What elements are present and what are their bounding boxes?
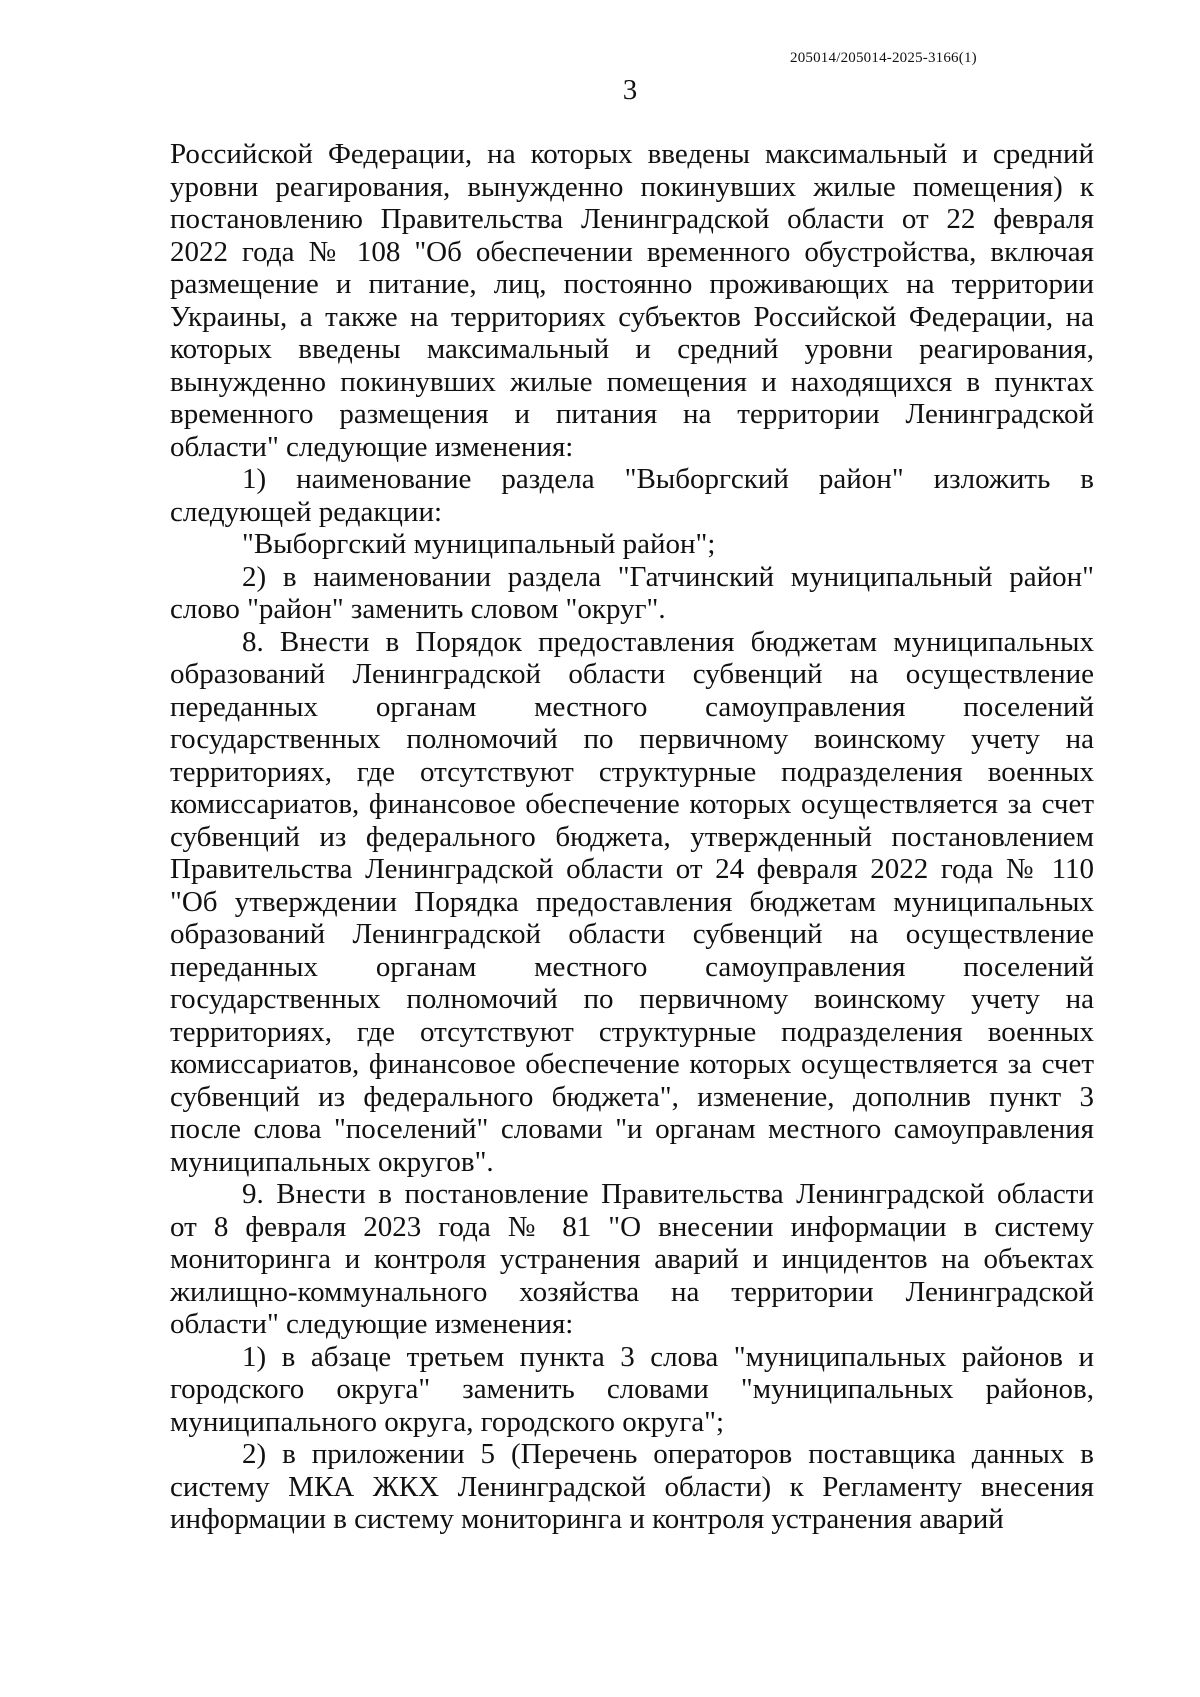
- paragraph-item-2-gatchina: 2) в наименовании раздела "Гатчинский муниципальный район" слово "район" заменить словом "округ".: [170, 560, 1094, 625]
- paragraph-section-9: 9. Внести в постановление Правительства Ленинградской области от 8 февраля 2023 года № 81 "О внесении информации в систему мониторинга и контроля устранения аварий и инцидентов на объектах жилищно-коммунального хозяйства на территории Ленинградской области" следующие изменения:: [170, 1178, 1094, 1340]
- document-registration-number: 205014/205014-2025-3166(1): [790, 50, 977, 66]
- document-body: [170, 138, 1094, 1536]
- paragraph-section-8: 8. Внести в Порядок предоставления бюджетам муниципальных образований Ленинградской области субвенций на осуществление переданных органам местного самоуправления поселений государственных полномочий по первичному воинскому учету на территориях, где отсутствуют структурные подразделения военных комиссариатов, финансовое обеспечение которых осуществляется за счет субвенций из федерального бюджета, утвержденный постановлением Правительства Ленинградской области от 24 февраля 2022 года № 110 "Об утверждении Порядка предоставления бюджетам муниципальных образований Ленинградской области субвенций на осуществление переданных органам местного самоуправления поселений государственных полномочий по первичному воинскому учету на территориях, где отсутствуют структурные подразделения военных комиссариатов, финансовое обеспечение которых осуществляется за счет субвенций из федерального бюджета", изменение, дополнив пункт 3 после слова "поселений" словами "и органам местного самоуправления муниципальных округов".: [170, 625, 1094, 1178]
- page-number: 3: [622, 74, 638, 106]
- paragraph-quote-vyborg: "Выборгский муниципальный район";: [242, 528, 716, 560]
- paragraph-section-9-item-2: 2) в приложении 5 (Перечень операторов поставщика данных в систему МКА ЖКХ Ленинградской области) к Регламенту внесения информации в систему мониторинга и контроля устранения аварий: [170, 1438, 1094, 1535]
- paragraph-intro-continuation: Российской Федерации, на которых введены максимальный и средний уровни реагирования, вынужденно покинувших жилые помещения) к постановлению Правительства Ленинградской области от 22 февраля 2022 года № 108 "Об обеспечении временного обустройства, включая размещение и питание, лиц, постоянно проживающих на территории Украины, а также на территориях субъектов Российской Федерации, на которых введены максимальный и средний уровни реагирования, вынужденно покинувших жилые помещения и находящихся в пунктах временного размещения и питания на территории Ленинградской области" следующие изменения:: [170, 138, 1094, 463]
- paragraph-item-1-vyborg: 1) наименование раздела "Выборгский район" изложить в следующей редакции:: [170, 463, 1094, 528]
- paragraph-section-9-item-1: 1) в абзаце третьем пункта 3 слова "муниципальных районов и городского округа" заменить словами "муниципальных районов, муниципального округа, городского округа";: [170, 1340, 1094, 1438]
